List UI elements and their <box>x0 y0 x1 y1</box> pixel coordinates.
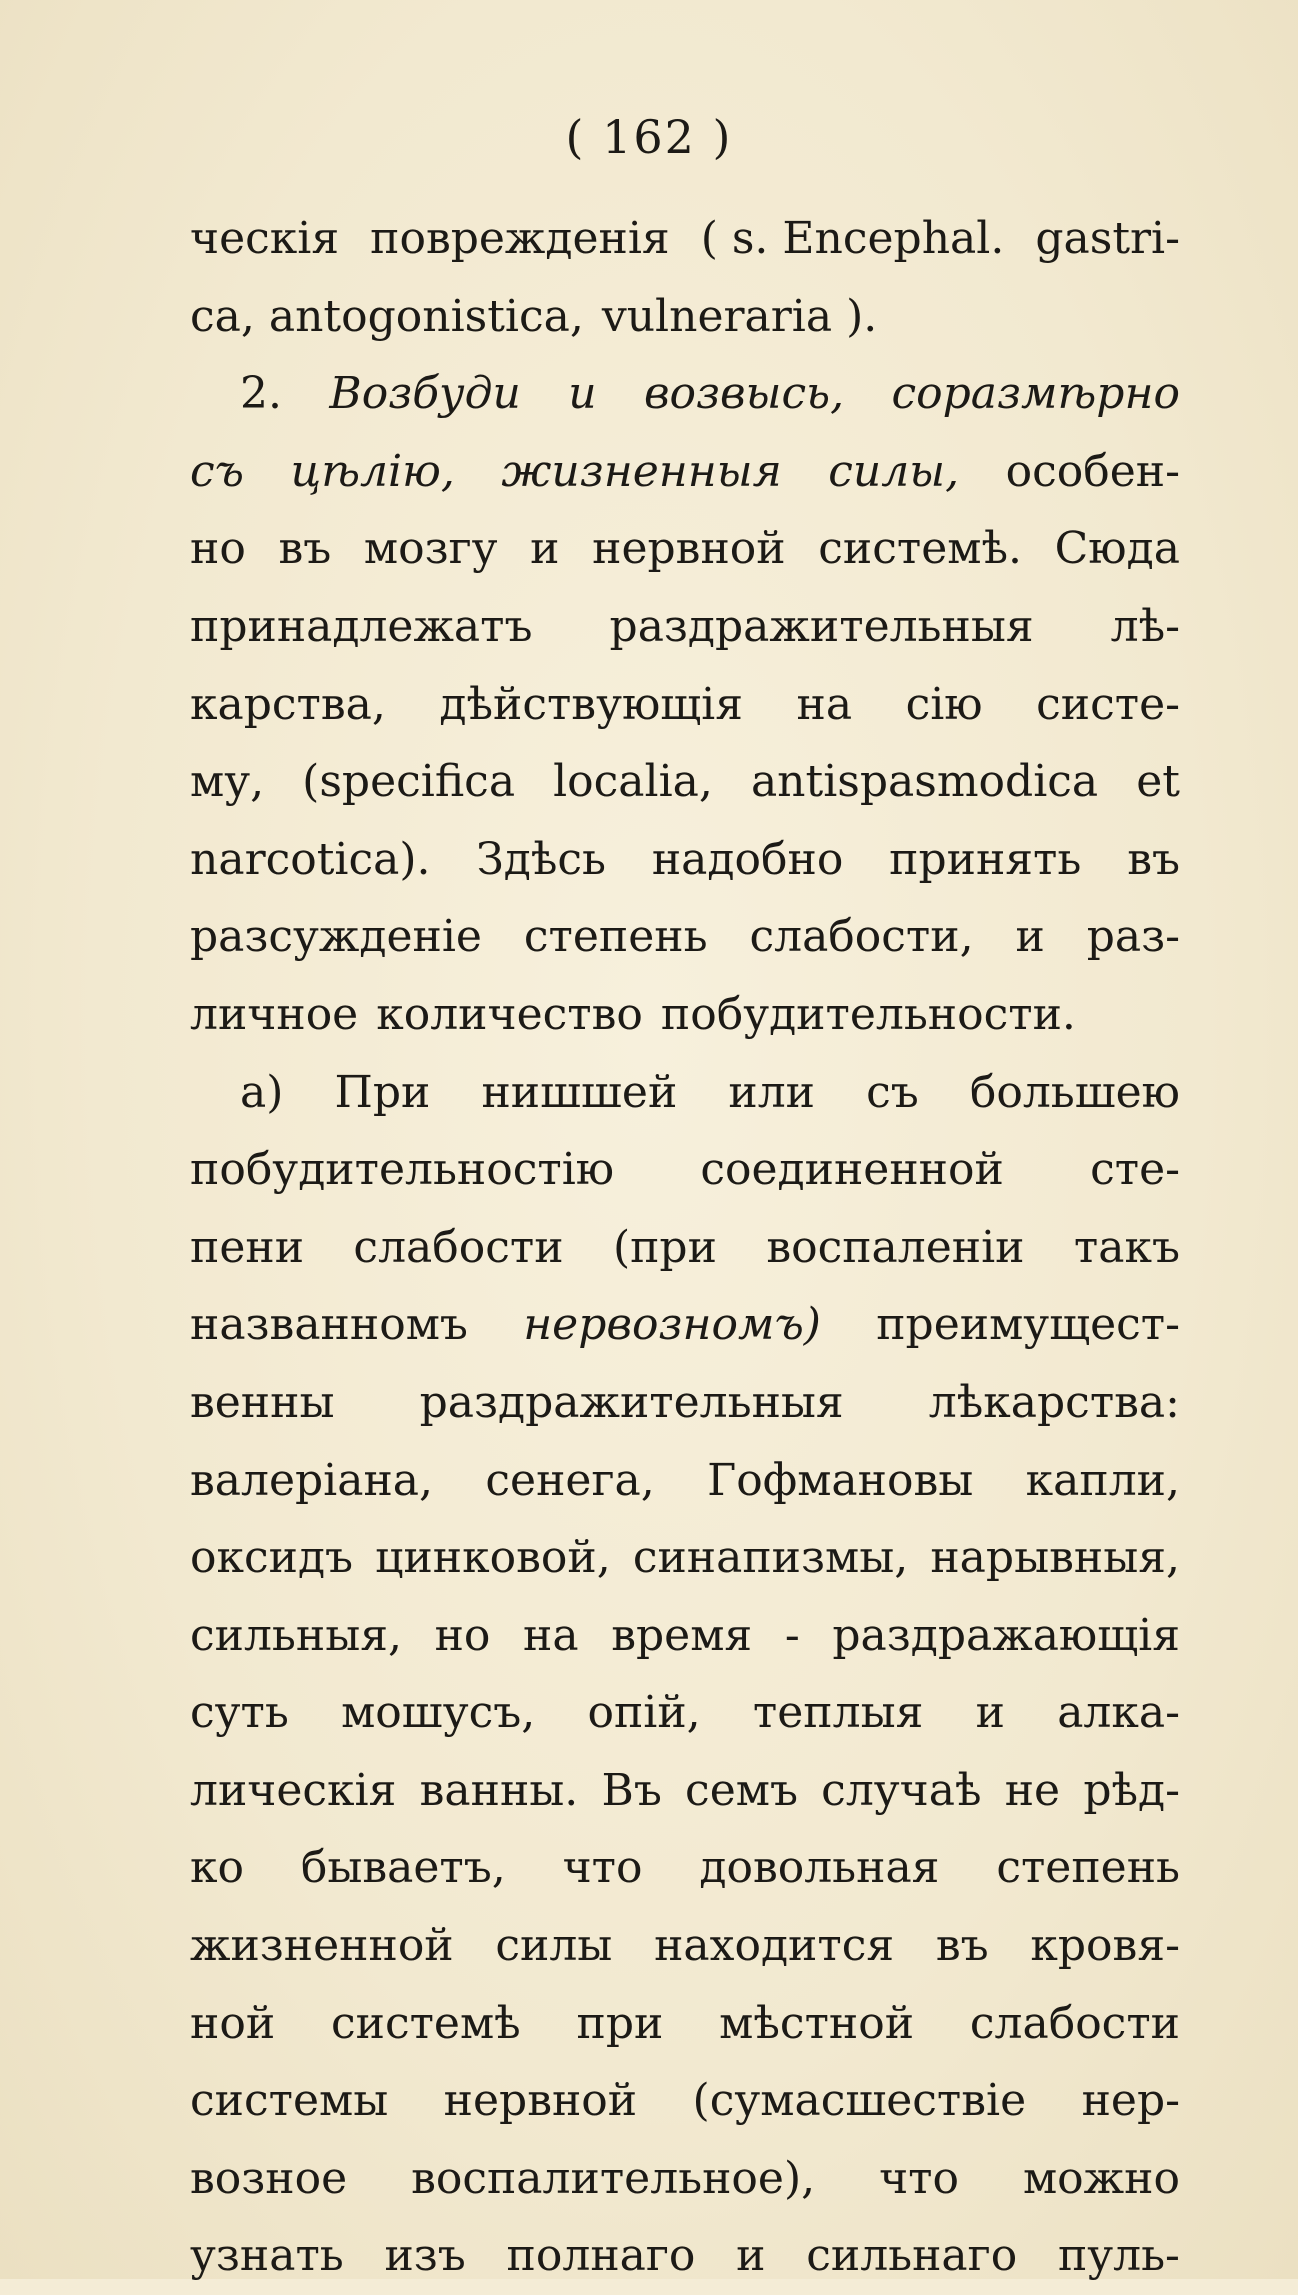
word: нишшей <box>481 1066 678 1118</box>
word: случаѣ <box>821 1764 982 1816</box>
word: въ <box>935 1920 989 1972</box>
word: воспалительное), <box>411 2152 816 2204</box>
word: большею <box>969 1066 1180 1118</box>
word: narcotica). <box>190 833 431 885</box>
text-line <box>190 898 1180 976</box>
word: слабости, <box>749 911 974 963</box>
word: раздражающія <box>832 1609 1180 1661</box>
word: съ <box>190 445 244 497</box>
text-line <box>190 1674 1180 1752</box>
word: рѣд- <box>1083 1764 1180 1816</box>
word: венны <box>190 1376 335 1428</box>
word: нервозномъ) <box>523 1299 821 1351</box>
word: сильнаго <box>806 2230 1018 2282</box>
word: синапизмы, <box>632 1532 909 1584</box>
word: цѣлію, <box>290 445 455 497</box>
word: системѣ <box>330 1997 521 2049</box>
word: ( s. Encephal. <box>700 213 1005 264</box>
word: можно <box>1022 2152 1180 2204</box>
word: возное <box>190 2152 348 2204</box>
word: принадлежатъ <box>190 600 533 652</box>
word: капли, <box>1025 1454 1180 1506</box>
page-number: ( 162 ) <box>565 110 733 164</box>
word: сильныя, <box>190 1609 402 1661</box>
word: Здѣсь <box>476 833 607 885</box>
word: сте- <box>1090 1144 1180 1196</box>
word: оксидъ <box>190 1532 354 1584</box>
text-line <box>190 666 1180 744</box>
body-text <box>190 200 1180 2295</box>
word: и <box>1015 911 1045 963</box>
text-line <box>190 1286 1180 1364</box>
word: системѣ. <box>818 523 1022 575</box>
word: возвысь, <box>643 368 845 420</box>
word: цинковой, <box>375 1532 611 1584</box>
word: Гофмановы <box>707 1454 974 1506</box>
text-line <box>190 1985 1180 2063</box>
word: съ <box>866 1066 919 1118</box>
text-line <box>190 1752 1180 1830</box>
word: лѣкарства: <box>928 1376 1180 1428</box>
text-line <box>190 976 1180 1054</box>
word: нер- <box>1081 2075 1180 2127</box>
word: и <box>975 1687 1005 1739</box>
text-line <box>190 1442 1180 1520</box>
word: Возбуди <box>329 368 521 420</box>
text-line <box>190 1209 1180 1287</box>
word: localia, <box>553 756 713 808</box>
word: побудительности. <box>660 988 1076 1040</box>
word: узнать <box>190 2230 344 2282</box>
word: ванны. <box>419 1764 579 1816</box>
word: соединенной <box>700 1144 1004 1196</box>
word: При <box>334 1066 431 1118</box>
word: сенега, <box>485 1454 655 1506</box>
word: карства, <box>190 678 386 730</box>
text-line <box>190 1829 1180 1907</box>
text-line <box>190 278 1180 356</box>
word: что <box>879 2152 959 2204</box>
word: при <box>576 1997 664 2049</box>
word: преимущест- <box>876 1299 1180 1351</box>
word: жизненныя <box>501 445 782 497</box>
word: находится <box>654 1920 895 1972</box>
word: поврежденія <box>370 213 670 264</box>
word: силы, <box>828 445 960 497</box>
word: на <box>523 1609 579 1661</box>
word: (сумасшествіе <box>692 2075 1027 2127</box>
word: количество <box>376 988 643 1040</box>
word: (при <box>612 1221 717 1273</box>
word: личное <box>190 988 359 1040</box>
word: разсужденіе <box>190 911 482 963</box>
word: мошусъ, <box>341 1687 536 1739</box>
word: ной <box>190 1997 276 2049</box>
text-line <box>190 2062 1180 2140</box>
word: соразмѣрно <box>891 368 1180 420</box>
word: системы <box>190 2075 389 2127</box>
word: теплыя <box>752 1687 924 1739</box>
word: время <box>611 1609 753 1661</box>
word: лѣ- <box>1110 600 1180 652</box>
text-line <box>190 433 1180 511</box>
word: побудительностію <box>190 1144 615 1196</box>
word: vulneraria ). <box>601 290 878 342</box>
word: степень <box>996 1842 1180 1894</box>
word: систе- <box>1036 678 1180 730</box>
text-line <box>190 2217 1180 2295</box>
word: жизненной <box>190 1920 454 1972</box>
word: изъ <box>384 2230 466 2282</box>
word: gastri- <box>1035 213 1180 264</box>
text-line <box>190 355 1180 433</box>
word: суть <box>190 1687 289 1739</box>
word: воспаленіи <box>766 1221 1025 1273</box>
word: ca, antogonistica, <box>190 290 584 342</box>
word: но <box>190 523 246 575</box>
word: пуль- <box>1057 2230 1180 2282</box>
text-line <box>190 1131 1180 1209</box>
word: раздражительныя <box>419 1376 844 1428</box>
text-line <box>190 1054 1180 1132</box>
text-line <box>190 1519 1180 1597</box>
word: но <box>434 1609 491 1661</box>
word: - <box>784 1609 800 1661</box>
word: или <box>728 1066 816 1118</box>
word: семъ <box>685 1764 798 1816</box>
word: и <box>736 2230 766 2282</box>
word: не <box>1004 1764 1061 1816</box>
word: мѣстной <box>719 1997 915 2049</box>
word: силы <box>495 1920 613 1972</box>
word: Въ <box>601 1764 662 1816</box>
word: му, <box>190 756 265 808</box>
word: и <box>568 368 597 420</box>
text-line <box>190 2140 1180 2218</box>
word: (specifica <box>302 756 516 808</box>
text-line <box>190 1597 1180 1675</box>
word: раз- <box>1086 911 1180 963</box>
word: лическія <box>190 1764 397 1816</box>
text-line <box>190 1364 1180 1442</box>
text-line <box>190 588 1180 666</box>
word: довольная <box>699 1842 940 1894</box>
word: нервной <box>592 523 786 575</box>
word: полнаго <box>506 2230 696 2282</box>
word: опій, <box>587 1687 701 1739</box>
word: нервной <box>443 2075 638 2127</box>
word: кровя- <box>1030 1920 1180 1972</box>
text-line <box>190 1907 1180 1985</box>
word: а) <box>240 1066 284 1118</box>
word: antispasmodica <box>750 756 1099 808</box>
word: пени <box>190 1221 305 1273</box>
word: 2. <box>240 368 282 420</box>
word: бываетъ, <box>300 1842 506 1894</box>
word: названномъ <box>190 1299 468 1351</box>
text-line <box>190 821 1180 899</box>
word: на <box>796 678 853 730</box>
word: дѣйствующія <box>439 678 744 730</box>
word: слабости <box>353 1221 564 1273</box>
word: Сюда <box>1054 523 1180 575</box>
word: такъ <box>1073 1221 1180 1273</box>
word: слабости <box>969 1997 1180 2049</box>
text-line <box>190 510 1180 588</box>
word: сію <box>905 678 983 730</box>
word: ческія <box>190 213 340 264</box>
word: мозгу <box>363 523 498 575</box>
word: надобно <box>651 833 844 885</box>
text-line <box>190 200 1180 278</box>
word: въ <box>1127 833 1180 885</box>
word: принять <box>889 833 1082 885</box>
word: и <box>530 523 560 575</box>
word: ко <box>190 1842 244 1894</box>
word: въ <box>278 523 332 575</box>
word: et <box>1136 756 1180 808</box>
word: особен- <box>1005 445 1180 497</box>
word: степень <box>523 911 708 963</box>
word: валеріана, <box>190 1454 434 1506</box>
word: что <box>562 1842 643 1894</box>
word: нарывныя, <box>930 1532 1180 1584</box>
word: алка- <box>1057 1687 1180 1739</box>
word: раздражительныя <box>609 600 1034 652</box>
text-line <box>190 743 1180 821</box>
